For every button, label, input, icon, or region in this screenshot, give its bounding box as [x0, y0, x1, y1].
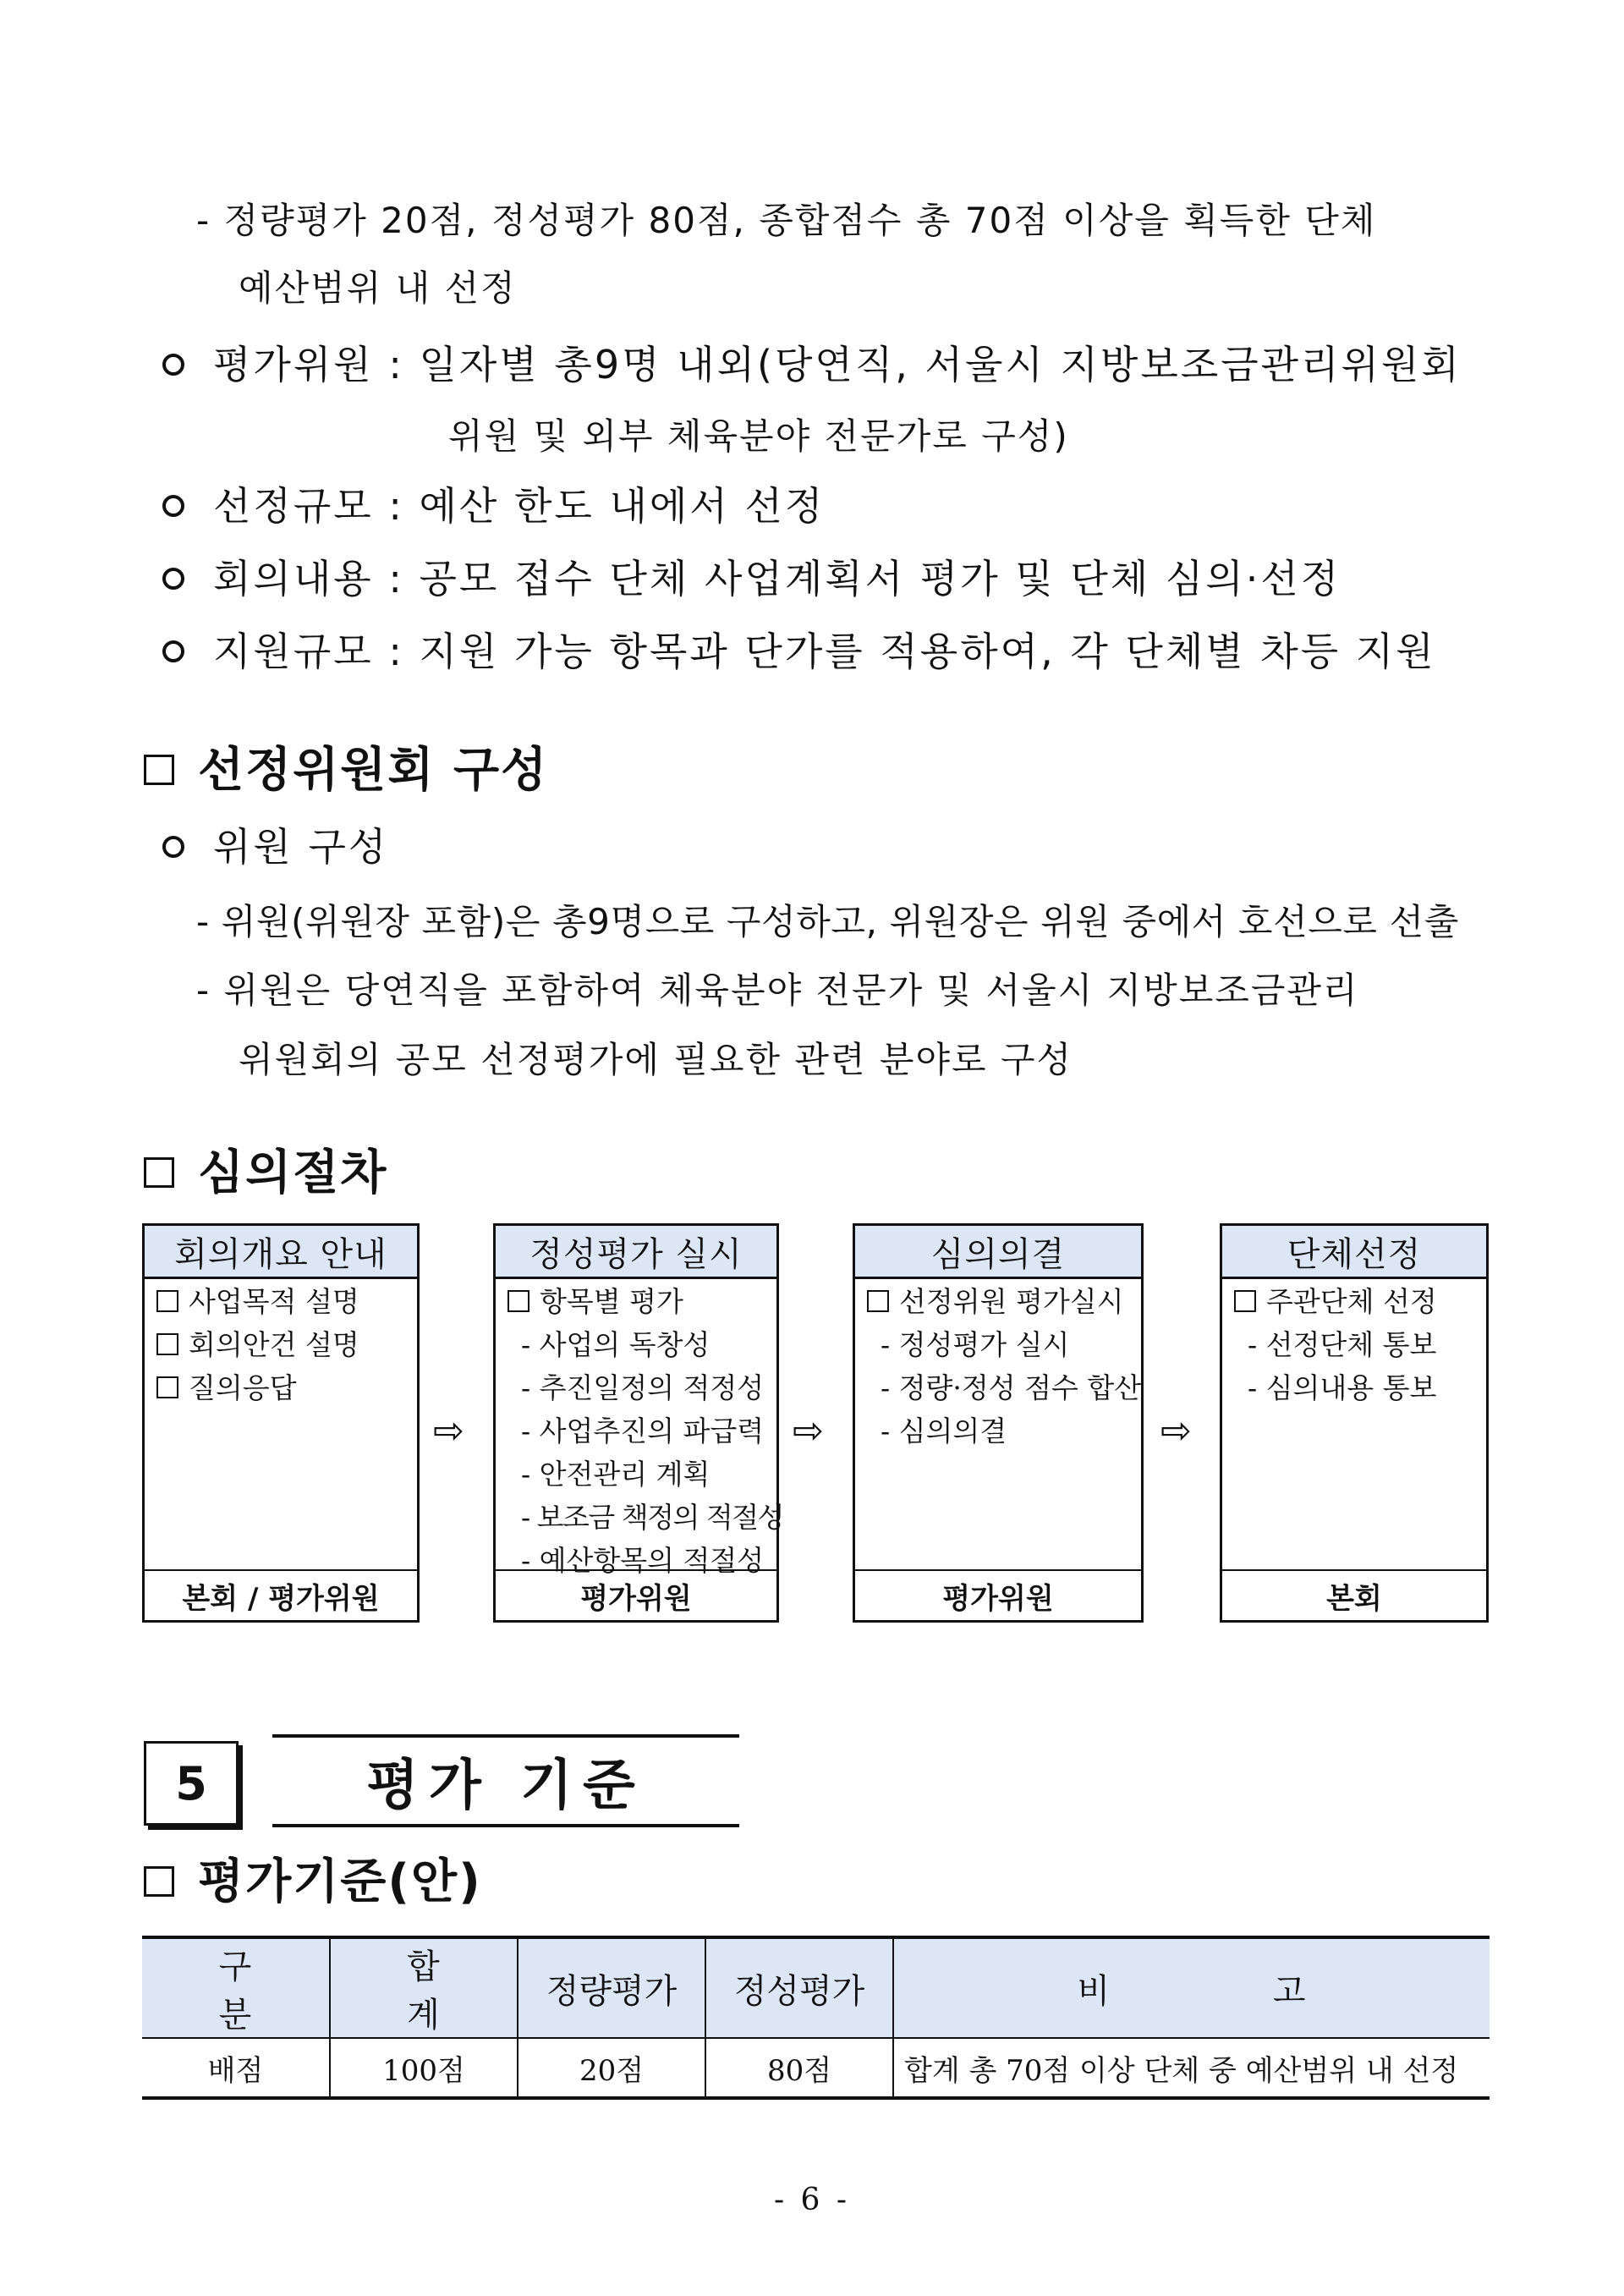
criteria-heading [144, 1844, 482, 1912]
flow-box-meeting-overview [142, 1223, 420, 1623]
flow-subitem: - 예산항목의 적절성 [521, 1544, 765, 1577]
header-cell: 구 분 [142, 1937, 330, 2038]
flow-subitem: - 정성평가 실시 [881, 1328, 1070, 1361]
bullet-evaluators-text: 평가위원 : 일자별 총9명 내외(당연직, 서울시 지방보조금관리위원회 [213, 342, 1462, 387]
circle-bullet-icon [162, 354, 184, 376]
flow-item: 회의안건 설명 [156, 1323, 405, 1366]
page-number: - 6 - [773, 2183, 851, 2217]
right-arrow-icon: ⇨ [1160, 1409, 1192, 1453]
checkbox-square-icon [156, 1290, 178, 1312]
checkbox-square-icon [508, 1290, 529, 1312]
table-cell: 80점 [705, 2038, 893, 2098]
flow-box-deliberation [853, 1223, 1144, 1623]
flow-subitem: - 사업추진의 파급력 [521, 1414, 765, 1447]
flow-item: 주관단체 선정 [1234, 1280, 1474, 1323]
flow-box-body [1222, 1277, 1486, 1571]
circle-bullet-icon [162, 836, 184, 858]
flow-subitem: - 안전관리 계획 [521, 1458, 710, 1491]
circle-bullet-icon [162, 568, 184, 590]
committee-bullet [162, 816, 388, 872]
flow-item: 질의응답 [156, 1366, 405, 1409]
right-arrow-icon: ⇨ [433, 1409, 464, 1453]
bullet-selection-scale-text: 선정규모 : 예산 한도 내에서 선정 [213, 483, 826, 529]
section-number: 5 [144, 1741, 239, 1826]
bullet-evaluators-cont: 위원 및 외부 체육분야 전문가로 구성) [448, 415, 1069, 457]
flow-box-title: 회의개요 안내 [145, 1226, 417, 1279]
flow-box-footer: 평가위원 [496, 1569, 776, 1620]
bullet-support-scale-text: 지원규모 : 지원 가능 항목과 단가를 적용하여, 각 단체별 차등 지원 [213, 629, 1436, 674]
procedure-heading [144, 1135, 387, 1203]
flow-box-title: 단체선정 [1222, 1226, 1486, 1279]
bullet-meeting-content-text: 회의내용 : 공모 접수 단체 사업계획서 평가 및 단체 심의·선정 [213, 556, 1341, 601]
committee-dash-1: - 위원(위원장 포함)은 총9명으로 구성하고, 위원장은 위원 중에서 호선으로 선출 [196, 901, 1459, 942]
committee-heading [144, 733, 548, 800]
flow-box-qualitative-eval [493, 1223, 784, 1623]
header-cell: 정량평가 [518, 1937, 705, 2038]
header-cell: 비 고 [893, 1937, 1490, 2038]
square-bullet-icon [144, 755, 174, 785]
square-bullet-icon [144, 1157, 174, 1188]
header-cell: 합 계 [330, 1937, 518, 2038]
flow-box-footer: 평가위원 [855, 1569, 1141, 1620]
flow-box-title: 심의의결 [855, 1226, 1141, 1279]
circle-bullet-icon [162, 640, 184, 662]
flow-box-body [496, 1277, 784, 1577]
flow-subitem: - 심의의결 [881, 1414, 1007, 1447]
flow-box-footer: 본회 / 평가위원 [145, 1569, 417, 1620]
checkbox-square-icon [156, 1376, 178, 1398]
square-bullet-icon [144, 1866, 174, 1897]
criteria-dash-line-cont: 예산범위 내 선정 [239, 267, 517, 309]
header-cell: 정성평가 [705, 1937, 893, 2038]
committee-dash-2-cont: 위원회의 공모 선정평가에 필요한 관련 분야로 구성 [239, 1039, 1073, 1080]
criteria-heading-text: 평가기준(안) [198, 1854, 482, 1909]
checkbox-square-icon [156, 1333, 178, 1355]
flow-subitem: - 사업의 독창성 [521, 1328, 710, 1361]
committee-heading-text: 선정위원회 구성 [198, 743, 549, 798]
flow-box-org-selection [1220, 1223, 1489, 1623]
flow-item: 사업목적 설명 [156, 1280, 405, 1323]
circle-bullet-icon [162, 495, 184, 517]
table-row [142, 2038, 1490, 2098]
procedure-heading-text: 심의절차 [198, 1145, 388, 1200]
flow-box-title: 정성평가 실시 [496, 1226, 776, 1279]
table-cell: 20점 [518, 2038, 705, 2098]
flow-subitem: - 추진일정의 적정성 [521, 1371, 765, 1404]
right-arrow-icon: ⇨ [793, 1409, 824, 1453]
table-cell: 100점 [330, 2038, 518, 2098]
bullet-support-scale [162, 621, 1436, 677]
flow-box-body [855, 1277, 1141, 1571]
criteria-dash-line: - 정량평가 20점, 정성평가 80점, 종합점수 총 70점 이상을 획득한 단체 [196, 200, 1377, 241]
table-header-row [142, 1937, 1490, 2038]
table-cell: 배점 [142, 2038, 330, 2098]
bullet-meeting-content [162, 548, 1341, 604]
flow-box-footer: 본회 [1222, 1569, 1486, 1620]
flow-box-body [145, 1277, 417, 1571]
table-cell: 합계 총 70점 이상 단체 중 예산범위 내 선정 [893, 2038, 1490, 2098]
criteria-table [142, 1936, 1490, 2100]
bullet-selection-scale [162, 475, 825, 531]
checkbox-square-icon [1234, 1290, 1256, 1312]
checkbox-square-icon [867, 1290, 889, 1312]
flow-item: 선정위원 평가실시 [867, 1280, 1129, 1323]
flow-subitem: - 심의내용 통보 [1248, 1371, 1437, 1404]
bullet-evaluators [162, 334, 1462, 390]
committee-bullet-text: 위원 구성 [213, 824, 389, 870]
flow-item: 항목별 평가 [508, 1280, 765, 1323]
committee-dash-2: - 위원은 당연직을 포함하여 체육분야 전문가 및 서울시 지방보조금관리 [196, 969, 1359, 1011]
flow-subitem: - 선정단체 통보 [1248, 1328, 1437, 1361]
flow-subitem: - 정량·정성 점수 합산 [881, 1371, 1142, 1404]
section-title: 평가 기준 [272, 1734, 739, 1827]
flow-subitem: - 보조금 책정의 적절성 [521, 1501, 784, 1534]
